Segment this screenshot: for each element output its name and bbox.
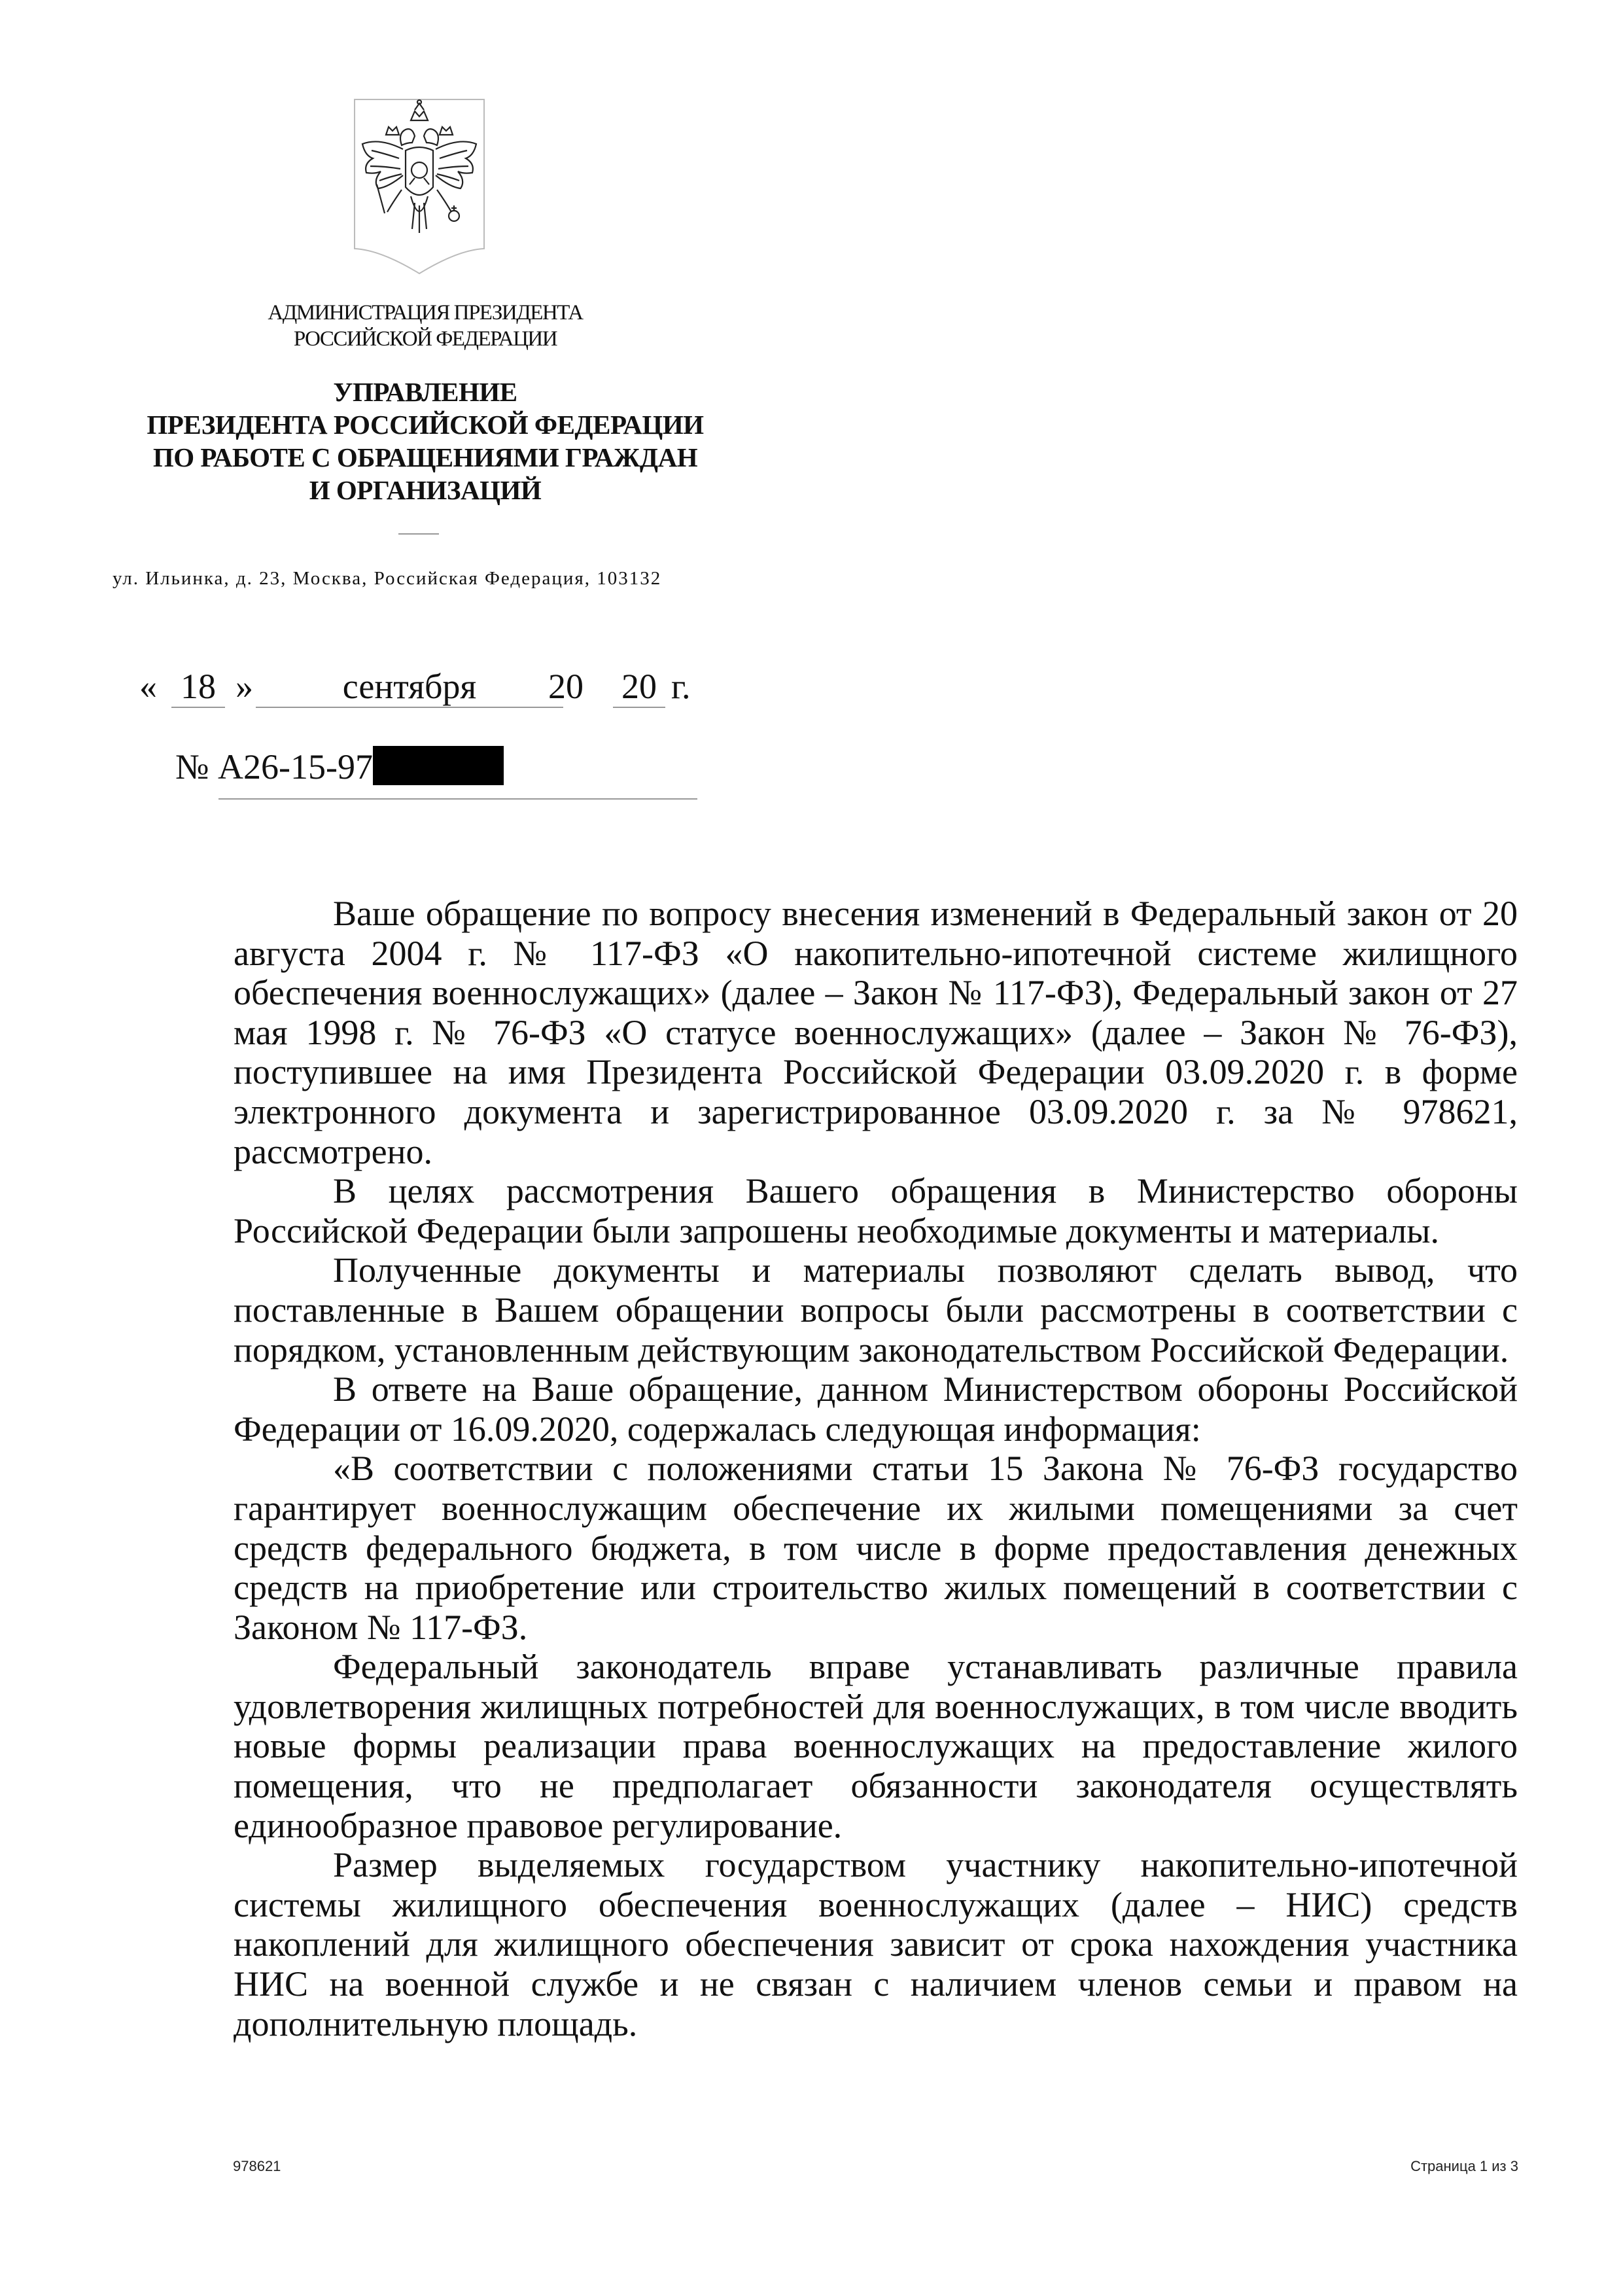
footer-doc-id: 978621 [233,2158,281,2174]
date-open-quote: « [139,667,157,706]
dept-line-2: ПРЕЗИДЕНТА РОССИЙСКОЙ ФЕДЕРАЦИИ [147,410,704,440]
number-sign: № [175,747,209,786]
date-suffix: г. [671,667,691,706]
admin-line-1: АДМИНИСТРАЦИЯ ПРЕЗИДЕНТА [268,301,583,325]
registration-number [175,746,504,787]
footer-page-number: Страница 1 из 3 [1410,2158,1518,2174]
double-headed-eagle-icon [347,98,492,276]
address: ул. Ильинка, д. 23, Москва, Российская Федерация, 103132 [113,568,662,589]
date-close-quote: » [236,667,253,706]
date-month: сентября [256,666,563,708]
paragraph-3: Полученные документы и материалы позволяют сделать вывод, что поставленные в Вашем обращении вопросы были рассмотрены в соответствии с порядком, установленным действующим законодательством Российской Федерации. [234,1250,1518,1369]
paragraph-7: Размер выделяемых государством участнику накопительно-ипотечной системы жилищного обеспечения военнослужащих (далее – НИС) средств накоплений для жилищного обеспечения зависит от срока нахождения участника НИС на военной службе и не связан с наличием членов семьи и правом на дополнительную площадь. [234,1845,1518,2043]
number-value: А26-15-97 [218,747,373,786]
department-name [98,376,752,506]
paragraph-6: Федеральный законодатель вправе устанавливать различные правила удовлетворения жилищных потребностей для военнослужащих, в том числе вводить новые формы реализации права военнослужащих на предоставление жилого помещения, что не предполагает обязанности законодателя осуществлять единообразное правовое регулирование. [234,1647,1518,1845]
number-underline [218,798,697,800]
administration-name [98,300,752,352]
paragraph-5: «В соответствии с положениями статьи 15 Закона № 76-ФЗ государство гарантирует военнослужащим обеспечение их жилыми помещениями за счет средств федерального бюджета, в том числе в форме предоставления денежных средств на приобретение или строительство жилых помещений в соответствии с Законом № 117-ФЗ. [234,1449,1518,1647]
paragraph-4: В ответе на Ваше обращение, данном Министерством обороны Российской Федерации от 16.09.2020, содержалась следующая информация: [234,1369,1518,1449]
date-century: 20 [548,667,584,706]
paragraph-1: Ваше обращение по вопросу внесения изменений в Федеральный закон от 20 августа 2004 г. № 117-ФЗ «О накопительно-ипотечной системе жилищного обеспечения военнослужащих» (далее – Закон № 117-ФЗ), Федеральный закон от 27 мая 1998 г. № 76-ФЗ «О статусе военнослужащих» (далее – Закон № 76-ФЗ), поступившее на имя Президента Российской Федерации 03.09.2020 г. в форме электронного документа и зарегистрированное 03.09.2020 г. за № 978621, рассмотрено. [234,894,1518,1171]
letter-body [234,894,1518,2043]
date-year: 20 [613,666,665,708]
dept-line-1: УПРАВЛЕНИЕ [333,377,517,407]
redaction-block [373,746,504,785]
paragraph-2: В целях рассмотрения Вашего обращения в Министерство обороны Российской Федерации были запрошены необходимые документы и материалы. [234,1171,1518,1250]
dept-line-4: И ОРГАНИЗАЦИЙ [309,475,542,505]
letterhead-divider [398,533,439,535]
dept-line-3: ПО РАБОТЕ С ОБРАЩЕНИЯМИ ГРАЖДАН [152,442,698,472]
date-day: 18 [171,666,225,708]
admin-line-2: РОССИЙСКОЙ ФЕДЕРАЦИИ [293,327,557,351]
